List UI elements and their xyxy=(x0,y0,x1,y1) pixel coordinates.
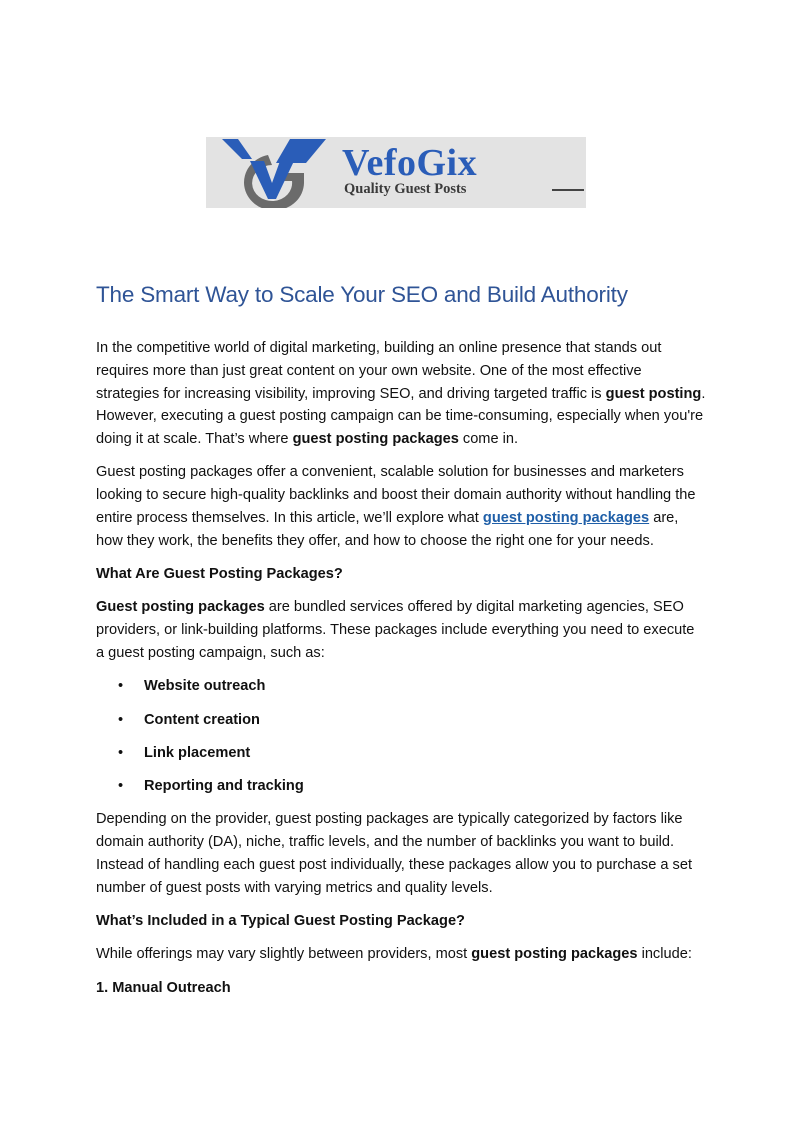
intro-paragraph-2 xyxy=(96,461,706,552)
list-item: • Reporting and tracking xyxy=(96,775,706,798)
text: come in. xyxy=(458,431,519,448)
text: include: xyxy=(637,946,692,963)
article-body xyxy=(96,337,706,1010)
text: In the competitive world of digital marketing, building an online presence that stands out requires more than just great content on your own website. One of the most effective strategies for increasing visibility, improving SEO, and driving targeted traffic is xyxy=(96,340,662,402)
vg-monogram-icon xyxy=(206,137,336,208)
page-title: The Smart Way to Scale Your SEO and Build Authority xyxy=(96,282,628,307)
section1-paragraph xyxy=(96,596,706,664)
bold-text: Guest posting packages xyxy=(96,599,265,616)
section-heading-1: What Are Guest Posting Packages? xyxy=(96,566,343,583)
list-item: • Website outreach xyxy=(96,675,706,698)
text: . However, executing a guest posting campaign can be time-consuming, especially when you're doing it at scale. That’s where xyxy=(96,385,706,448)
text: While offerings may vary slightly between providers, most xyxy=(96,946,472,963)
text: are, how they work, the benefits they offer, and how to choose the right one for your needs. xyxy=(96,510,679,549)
logo-rule xyxy=(552,189,584,191)
bold-text: guest posting packages xyxy=(292,431,459,448)
logo-brand: VefoGix xyxy=(342,142,478,184)
subheading-manual-outreach: 1. Manual Outreach xyxy=(96,979,231,996)
bold-text: guest posting packages xyxy=(471,946,638,963)
feature-list xyxy=(96,675,706,797)
intro-paragraph-1 xyxy=(96,337,706,451)
logo-tagline: Quality Guest Posts xyxy=(344,181,467,197)
section2-paragraph xyxy=(96,943,706,966)
text: are bundled services offered by digital marketing agencies, SEO providers, or link-building platforms. These packages include everything you need to execute a guest posting campaign, such as: xyxy=(96,599,695,662)
logo xyxy=(206,137,586,208)
section1-paragraph-2: Depending on the provider, guest posting packages are typically categorized by factors like domain authority (DA), niche, traffic levels, and the number of backlinks you want to build. Instead of handling each guest post individually, these packages allow you to purchase a set number of guest posts with varying metrics and quality levels. xyxy=(96,811,693,896)
guest-posting-packages-link[interactable]: guest posting packages xyxy=(482,510,650,527)
list-item: • Link placement xyxy=(96,742,706,765)
bold-text: guest posting xyxy=(605,385,702,402)
list-item: • Content creation xyxy=(96,709,706,732)
text: Guest posting packages offer a convenient, scalable solution for businesses and marketers looking to secure high-quality backlinks and boost their domain authority without handling the entire process themselves. In this article, we’ll explore what xyxy=(96,464,696,527)
section-heading-2: What’s Included in a Typical Guest Posting Package? xyxy=(96,912,465,929)
